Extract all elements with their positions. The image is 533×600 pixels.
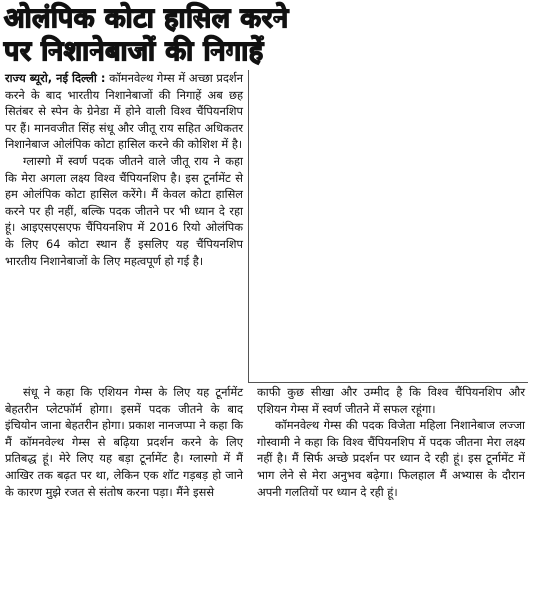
headline-line-2: पर निशानेबाजों की निगाहें bbox=[4, 36, 264, 67]
article-column-bottom-right bbox=[257, 384, 525, 500]
lead-paragraph bbox=[5, 70, 243, 153]
paragraph-3: संधू ने कहा कि एशियन गेम्स के लिए यह टूर्नामेंट बेहतरीन प्लेटफॉर्म होगा। इसमें पदक जीतने के बाद इंचियोन जाना बेहतरीन होगा। प्रकाश नानजप्पा ने कहा कि मैं कॉमनवेल्थ गेम्स से बढ़िया प्रदर्शन करने के लिए प्रतिबद्ध हूं। मेरे लिए यह बड़ा टूर्नामेंट है। ग्लास्गो में मैं आखिर तक बढ़त पर था, लेकिन एक शॉट गड़बड़ हो जाने के कारण मुझे रजत से संतोष करना पड़ा। मैंने इससे bbox=[5, 385, 243, 499]
paragraph-4: कॉमनवेल्थ गेम्स की पदक विजेता महिला निशानेबाज लज्जा गोस्वामी ने कहा कि विश्व चैंपियनशिप में पदक जीतना मेरा लक्ष्य नहीं है। मैं सिर्फ अच्छे प्रदर्शन पर ध्यान दे रही हूं। इस टूर्नामेंट में भाग लेने से मेरा अनुभव बढ़ेगा। फिलहाल मैं अभ्यास के दौरान अपनी गलतियों पर ध्यान दे रही हूं। bbox=[257, 418, 525, 499]
headline-line-1: ओलंपिक कोटा हासिल करने bbox=[4, 3, 289, 34]
headline bbox=[4, 2, 529, 68]
paragraph-2: ग्लास्गो में स्वर्ण पदक जीतने वाले जीतू राय ने कहा कि मेरा अगला लक्ष्य विश्व चैंपियनशिप है। इस टूर्नामेंट से हम ओलंपिक कोटा हासिल करेंगे। मैं केवल कोटा हासिल करने पर ही नहीं, बल्कि पदक जीतने पर भी ध्यान दे रहा हूं। आइएसएसएफ चैंपियनशिप में 2016 रियो ओलंपिक के लिए 64 कोटा स्थान हैं इसलिए यह चैंपियनशिप भारतीय निशानेबाजों के लिए महत्वपूर्ण हो गई है। bbox=[5, 153, 243, 268]
paragraph-3-continued: काफी कुछ सीखा और उम्मीद है कि विश्व चैंपियनशिप और एशियन गेम्स में स्वर्ण जीतने में सफल रहूंगा। bbox=[257, 385, 525, 416]
dateline: राज्य ब्यूरो, नई दिल्ली : bbox=[5, 71, 106, 85]
article-column-top bbox=[5, 70, 243, 269]
column-divider-vertical bbox=[248, 70, 249, 382]
article-column-bottom-left bbox=[5, 384, 243, 500]
column-divider-horizontal bbox=[248, 382, 528, 383]
lead-text: कॉमनवेल्थ गेम्स में अच्छा प्रदर्शन करने के बाद भारतीय निशानेबाजों की निगाहें अब छह सितंबर से स्पेन के ग्रेनेडा में होने वाली विश्व चैंपियनशिप पर हैं। मानवजीत सिंह संधू और जीतू राय सहित अधिकतर निशानेबाज ओलंपिक कोटा हासिल करने की कोशिश में है। bbox=[5, 71, 243, 152]
